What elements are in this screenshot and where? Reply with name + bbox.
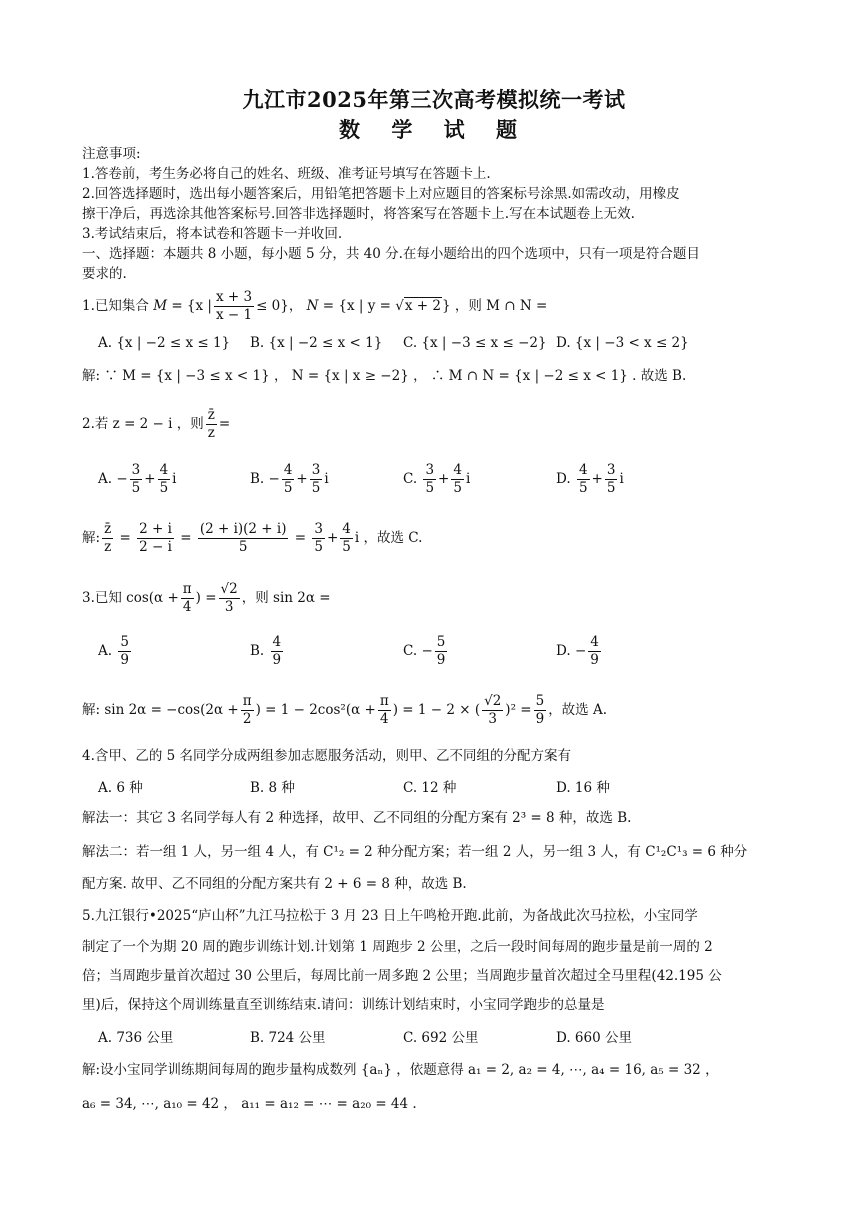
exam-title: 九江市2025年第三次高考模拟统一考试 bbox=[242, 87, 626, 112]
q3-b-label: B. bbox=[250, 643, 265, 659]
q1-set-n: = {x | y = bbox=[322, 298, 396, 314]
q2-a-f2 bbox=[158, 462, 171, 497]
q3-c-num: 5 bbox=[436, 634, 446, 650]
q2-sol-f2d: 2 − i bbox=[139, 539, 172, 555]
q5-option-c: C. 692 公里 bbox=[403, 1030, 479, 1046]
q3-sol-f4 bbox=[534, 693, 547, 728]
section-intro-line-1: 一、选择题：本题共 8 小题，每小题 5 分，共 40 分.在每小题给出的四个选项中，只有一项是符合题目 bbox=[82, 246, 700, 262]
q2-d-f1d: 5 bbox=[578, 480, 588, 496]
q1-set-m-den: x − 1 bbox=[215, 307, 253, 323]
q2-a-f2n: 4 bbox=[159, 462, 169, 478]
q4-option-a: A. 6 种 bbox=[98, 780, 143, 796]
q3-d-num: 4 bbox=[590, 634, 599, 650]
q1-result: M ∩ N = bbox=[486, 298, 548, 314]
q1-option-a: A. {x | −2 ≤ x ≤ 1} bbox=[98, 335, 231, 351]
q2-a-sign: − bbox=[116, 471, 128, 487]
q3-stem bbox=[82, 578, 788, 618]
q2-c-f1n: 3 bbox=[425, 462, 435, 478]
q4-solution-2a: 解法二：若一组 1 人，另一组 4 人，有 C¹₂ = 2 种分配方案；若一组 2 人，另一组 3 人，有 C¹₂C¹₃ = 6 种分 bbox=[82, 844, 748, 860]
q5-solution-1: 解:设小宝同学训练期间每周的跑步量构成数列 {aₙ} ，依题意得 a₁ = 2, a₂ = 4, ⋯, a₄ = 16, a₅ = 32 ， bbox=[82, 1062, 719, 1078]
q3-sol-f2d: 4 bbox=[379, 711, 389, 727]
q2-eq: = bbox=[218, 416, 231, 432]
q3-sol-f1d: 2 bbox=[242, 711, 252, 727]
q3-sol-f1 bbox=[241, 693, 254, 728]
q1-end: ，则 bbox=[454, 298, 482, 314]
q4-option-d: D. 16 种 bbox=[556, 780, 610, 796]
q2-b-f2n: 3 bbox=[311, 462, 321, 478]
q2-c-op: + bbox=[438, 471, 450, 487]
q3-option-a bbox=[98, 634, 133, 669]
q2-sol-f2 bbox=[137, 521, 174, 556]
q2-sol-prefix: 解: bbox=[82, 530, 101, 546]
q1-stem: 1.已知集合 M = {x | $\frac{x + 3}{x - 1}$ ≤ 0}， N = {x | y = √x + 2} ，则 M ∩ N = bbox=[82, 289, 548, 323]
q1-options bbox=[98, 335, 788, 363]
q3-rhs-num: √2 bbox=[220, 581, 238, 597]
q2-d-f1 bbox=[577, 462, 590, 497]
q2-sol-f4d: 5 bbox=[314, 539, 323, 555]
q2-a-label: A. bbox=[98, 471, 113, 487]
q2-a-f1d: 5 bbox=[131, 480, 141, 496]
q3-c-frac bbox=[435, 634, 448, 669]
q2-frac-den: z bbox=[207, 425, 215, 441]
q2-b-f1 bbox=[282, 462, 295, 497]
q3-end: ，则 sin 2α = bbox=[241, 590, 331, 606]
q2-sol-f1n: z̄ bbox=[104, 521, 112, 537]
q3-sol-f3n: √2 bbox=[484, 693, 502, 709]
q3-rhs-den: 3 bbox=[224, 599, 234, 615]
q2-sol-f5 bbox=[340, 521, 353, 556]
q2-sol-f4n: 3 bbox=[314, 521, 323, 537]
q3-b-den: 9 bbox=[272, 652, 282, 668]
q2-b-op: + bbox=[296, 471, 308, 487]
q3-mid: ) = bbox=[195, 590, 217, 606]
q2-sol-f1d: z bbox=[104, 539, 112, 555]
note-1: 1.答卷前，考生务必将自己的姓名、班级、准考证号填写在答题卡上. bbox=[82, 166, 491, 182]
q2-c-label: C. bbox=[403, 471, 418, 487]
q2-a-op: + bbox=[144, 471, 156, 487]
q3-sol-b: ) = 1 − 2cos²(α + bbox=[255, 702, 376, 718]
q5-line-2: 制定了一个为期 20 周的跑步训练计划.计划第 1 周跑步 2 公里，之后一段时间每周的跑步量是前一周的 2 bbox=[82, 939, 713, 955]
q2-option-a bbox=[98, 462, 176, 497]
q3-c-label: C. bbox=[403, 643, 418, 659]
q4-option-b: B. 8 种 bbox=[250, 780, 295, 796]
q2-sol-f3n: (2 + i)(2 + i) bbox=[199, 521, 287, 537]
q1-solution: 解: ∵ M = {x | −3 ≤ x < 1} ， N = {x | x ≥ −2} ， ∴ M ∩ N = {x | −2 ≤ x < 1} . 故选 B. bbox=[82, 368, 687, 384]
q3-d-den: 9 bbox=[590, 652, 599, 668]
q2-b-f1n: 4 bbox=[283, 462, 293, 478]
q3-options bbox=[98, 634, 788, 674]
q5-option-d: D. 660 公里 bbox=[556, 1030, 632, 1046]
q4-solution-1: 解法一：其它 3 名同学每人有 2 种选择，故甲、乙不同组的分配方案有 2³ = 8 种，故选 B. bbox=[82, 810, 632, 826]
q3-rhs-frac bbox=[219, 581, 240, 616]
q3-sol-f3 bbox=[482, 693, 503, 728]
q5-line-4: 里)后，保持这个周训练量直至训练结束.请问：训练计划结束时，小宝同学跑步的总量是 bbox=[82, 997, 605, 1013]
q2-option-c bbox=[403, 462, 470, 497]
q2-c-f1d: 5 bbox=[425, 480, 435, 496]
q3-pi-num: π bbox=[182, 581, 192, 597]
q1-set-m-num: x + 3 bbox=[215, 289, 253, 305]
q3-b-num: 4 bbox=[272, 634, 282, 650]
q1-set-m-fraction bbox=[214, 289, 254, 324]
q3-sol-f4d: 9 bbox=[535, 711, 545, 727]
q2-c-f2d: 5 bbox=[453, 480, 462, 496]
q2-d-op: + bbox=[591, 471, 603, 487]
q1-set-m-post: ≤ 0} bbox=[256, 298, 289, 314]
exam-subtitle: 数 学 试 题 bbox=[339, 117, 529, 142]
q2-d-f2d: 5 bbox=[606, 480, 616, 496]
q2-d-i: i bbox=[619, 471, 624, 487]
q3-a-frac bbox=[118, 634, 131, 669]
q5-solution-2: a₆ = 34, ⋯, a₁₀ = 42 ， a₁₁ = a₁₂ = ⋯ = a₂₀ = 44 . bbox=[82, 1096, 417, 1112]
q3-sol-c: ) = 1 − 2 × ( bbox=[392, 702, 481, 718]
q5-line-1: 5.九江银行•2025“庐山杯”九江马拉松于 3 月 23 日上午鸣枪开跑.此前，为备战此次马拉松，小宝同学 bbox=[82, 908, 698, 924]
q3-c-den: 9 bbox=[436, 652, 446, 668]
q2-sol-end: i ，故选 C. bbox=[354, 530, 423, 546]
q3-pi-frac bbox=[181, 581, 194, 616]
q1-option-c: C. {x | −3 ≤ x ≤ −2} bbox=[403, 335, 547, 351]
q3-prefix: 3.已知 cos(α + bbox=[82, 590, 179, 606]
q2-c-f1 bbox=[423, 462, 436, 497]
q1-var-n: N bbox=[306, 298, 319, 314]
section-intro-line-2: 要求的. bbox=[82, 266, 127, 282]
q2-d-f1n: 4 bbox=[578, 462, 588, 478]
q3-solution bbox=[82, 690, 788, 730]
q2-solution: 解: $\frac{z̄}{z}$ = $\frac{2 + i}{2 - i}$ = $\frac{(2 + i)(2 + i)}{5}$ = $\frac{3}{5}$ + $\frac{4}{5}$ i ，故选 C. bbox=[82, 521, 423, 555]
q2-sol-f1 bbox=[102, 521, 113, 556]
q2-b-f2d: 5 bbox=[311, 480, 321, 496]
q2-sol-f4 bbox=[312, 521, 325, 556]
q3-c-sign: − bbox=[421, 643, 433, 659]
q3-sol-f2 bbox=[378, 693, 391, 728]
q1-set-m-pre: = {x | bbox=[171, 298, 212, 314]
q5-option-a: A. 736 公里 bbox=[98, 1030, 174, 1046]
q4-option-c: C. 12 种 bbox=[403, 780, 457, 796]
q3-d-frac bbox=[588, 634, 601, 669]
q1-option-b: B. {x | −2 ≤ x < 1} bbox=[250, 335, 383, 351]
q3-sol-f4n: 5 bbox=[535, 693, 545, 709]
q3-a-num: 5 bbox=[120, 634, 129, 650]
q1-option-d: D. {x | −3 < x ≤ 2} bbox=[556, 335, 689, 351]
q1-prefix: 1.已知集合 bbox=[82, 298, 149, 314]
q2-stem bbox=[82, 404, 788, 444]
q3-pi-den: 4 bbox=[182, 599, 192, 615]
q2-b-f2 bbox=[310, 462, 323, 497]
q2-option-b bbox=[250, 462, 329, 497]
q2-d-f2 bbox=[605, 462, 618, 497]
q3-sol-e: ，故选 A. bbox=[548, 702, 608, 718]
q3-sol-f3d: 3 bbox=[488, 711, 497, 727]
q3-option-c bbox=[403, 634, 449, 669]
q5-options bbox=[98, 1026, 788, 1054]
q2-c-i: i bbox=[465, 471, 471, 487]
q4-stem: 4.含甲、乙的 5 名同学分成两组参加志愿服务活动，则甲、乙不同组的分配方案有 bbox=[82, 748, 572, 764]
q2-a-i: i bbox=[172, 471, 177, 487]
q2-b-label: B. bbox=[250, 471, 265, 487]
q3-sol-d: )² = bbox=[505, 702, 532, 718]
note-2-line-2: 擦干净后，再选涂其他答案标号.回答非选择题时，将答案写在答题卡上.写在本试题卷上无效. bbox=[82, 206, 635, 222]
q2-frac-num: z̄ bbox=[207, 407, 215, 423]
q2-c-f2n: 4 bbox=[453, 462, 462, 478]
q2-b-i: i bbox=[324, 471, 329, 487]
q3-sol-f2n: π bbox=[379, 693, 389, 709]
q2-a-f2d: 5 bbox=[159, 480, 169, 496]
q2-b-sign: − bbox=[268, 471, 280, 487]
q2-sol-f3 bbox=[198, 521, 289, 556]
q3-option-d bbox=[556, 634, 603, 669]
q2-options bbox=[98, 462, 788, 502]
q3-d-label: D. bbox=[556, 643, 571, 659]
q1-sep: ， bbox=[288, 298, 303, 314]
notes-heading: 注意事项: bbox=[82, 146, 141, 162]
q2-sol-f5d: 5 bbox=[342, 539, 351, 555]
q2-a-f1n: 3 bbox=[131, 462, 141, 478]
q3-option-b bbox=[250, 634, 285, 669]
q1-set-n-post: } bbox=[441, 298, 451, 314]
q3-sol-a: 解: sin 2α = −cos(2α + bbox=[82, 702, 239, 718]
q2-a-f1 bbox=[130, 462, 143, 497]
q3-d-sign: − bbox=[574, 643, 587, 659]
q3-b-frac bbox=[271, 634, 284, 669]
note-2-line-1: 2.回答选择题时，选出每小题答案后，用铅笔把答题卡上对应题目的答案标号涂黑.如需改动，用橡皮 bbox=[82, 186, 680, 202]
q2-d-label: D. bbox=[556, 471, 571, 487]
q3-a-label: A. bbox=[98, 643, 113, 659]
q2-b-f1d: 5 bbox=[283, 480, 293, 496]
q2-sol-f5n: 4 bbox=[342, 521, 351, 537]
q5-line-3: 倍；当周跑步量首次超过 30 公里后，每周比前一周多跑 2 公里；当周跑步量首次超过全马里程(42.195 公 bbox=[82, 968, 722, 984]
q2-option-d bbox=[556, 462, 624, 497]
q2-sol-f3d: 5 bbox=[238, 539, 248, 555]
q5-option-b: B. 724 公里 bbox=[250, 1030, 326, 1046]
q4-options bbox=[98, 776, 788, 804]
q1-var-m: M bbox=[153, 298, 168, 314]
q2-d-f2n: 3 bbox=[606, 462, 616, 478]
note-3: 3.考试结束后，将本试卷和答题卡一并收回. bbox=[82, 226, 343, 242]
q4-solution-2b: 配方案. 故甲、乙不同组的分配方案共有 2 + 6 = 8 种，故选 B. bbox=[82, 876, 467, 892]
q2-sol-f2n: 2 + i bbox=[139, 521, 172, 537]
q2-fraction bbox=[206, 407, 217, 442]
q2-c-f2 bbox=[451, 462, 464, 497]
q1-set-n-radicand: x + 2 bbox=[404, 298, 441, 314]
q3-a-den: 9 bbox=[120, 652, 129, 668]
q3-sol-f1n: π bbox=[242, 693, 252, 709]
q2-prefix: 2.若 z = 2 − i ，则 bbox=[82, 416, 204, 432]
